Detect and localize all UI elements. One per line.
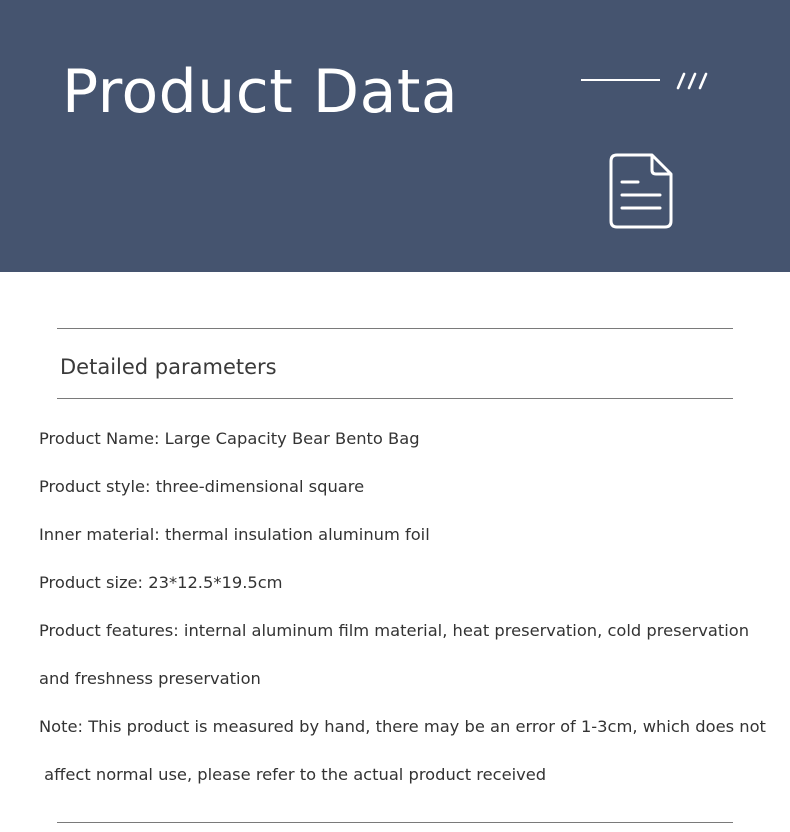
section-title: Detailed parameters xyxy=(60,355,277,379)
triple-slash-decoration xyxy=(672,72,712,90)
param-note-line-2: affect normal use, please refer to the actual product received xyxy=(39,765,547,784)
param-product-size: Product size: 23*12.5*19.5cm xyxy=(39,573,283,592)
header-banner xyxy=(0,0,790,272)
param-inner-material: Inner material: thermal insulation aluminum foil xyxy=(39,525,430,544)
param-product-name: Product Name: Large Capacity Bear Bento Bag xyxy=(39,429,420,448)
param-product-style: Product style: three-dimensional square xyxy=(39,477,365,496)
banner-title: Product Data xyxy=(62,57,459,127)
param-features-line-2: and freshness preservation xyxy=(39,669,261,688)
document-icon xyxy=(608,152,674,230)
dash-line-decoration xyxy=(581,79,660,81)
param-note-line-1: Note: This product is measured by hand, there may be an error of 1-3cm, which does not xyxy=(39,717,766,736)
section-bottom-divider xyxy=(57,398,733,399)
footer-divider xyxy=(57,822,733,823)
section-top-divider xyxy=(57,328,733,329)
param-features-line-1: Product features: internal aluminum film material, heat preservation, cold preservation xyxy=(39,621,750,640)
